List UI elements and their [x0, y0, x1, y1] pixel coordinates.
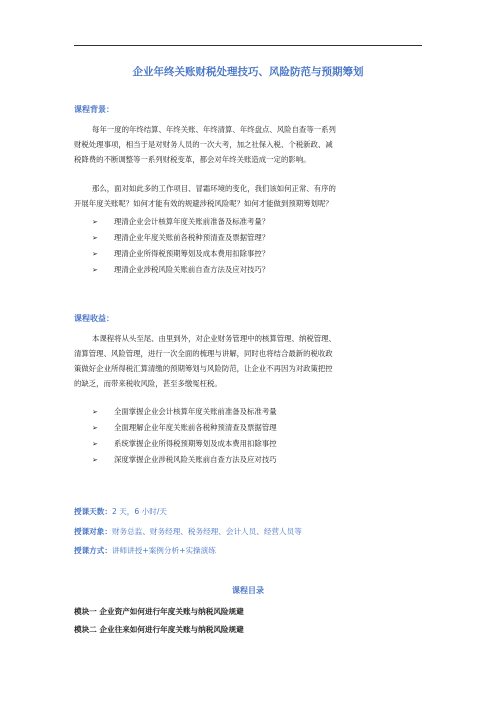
course-days-value: 2 天，6 小时/天	[111, 507, 167, 516]
list-item-text: 理清企业涉税风险关账前自查方法及应对技巧？	[114, 265, 270, 274]
paragraph-line: 每年一度的年终结算、年终关账、年终清算、年终盘点、风险自查等一系列	[92, 125, 336, 134]
arrow-bullet-icon: ➢	[92, 440, 98, 448]
course-audience-value: 财务总监、财务经理、税务经理、会计人员、经营人员等	[111, 527, 302, 536]
arrow-bullet-icon: ➢	[92, 218, 98, 226]
course-days-label: 授课天数：	[74, 507, 112, 516]
catalog-module-2: 模块二 企业往来如何进行年度关账与纳税风险规避	[74, 625, 244, 634]
background-paragraph-1	[74, 122, 424, 167]
header-rule	[74, 45, 422, 46]
benefits-heading: 课程收益：	[74, 314, 114, 323]
catalog-heading: 课程目录	[232, 586, 264, 595]
catalog-module-1: 模块一 企业资产如何进行年度关账与纳税风险规避	[74, 607, 244, 616]
arrow-bullet-icon: ➢	[92, 234, 98, 242]
arrow-bullet-icon: ➢	[92, 424, 98, 432]
list-item	[92, 420, 422, 436]
arrow-bullet-icon: ➢	[92, 456, 98, 464]
paragraph-line: 税降费的不断调整等一系列财税变革，都会对年终关账造成一定的影响。	[74, 155, 311, 164]
arrow-bullet-icon: ➢	[92, 266, 98, 274]
arrow-bullet-icon: ➢	[92, 250, 98, 258]
list-item	[92, 246, 422, 262]
background-paragraph-2	[74, 181, 424, 211]
list-item-text: 深度掌握企业涉税风险关账前自查方法及应对技巧	[114, 455, 277, 464]
course-audience	[74, 526, 302, 537]
course-audience-label: 授课对象：	[74, 527, 112, 536]
paragraph-line: 那么，面对如此多的工作项目、冒霜环境的变化，我们该如何正常、有序的	[92, 184, 336, 193]
list-item	[92, 452, 422, 468]
list-item	[92, 214, 422, 230]
document-title: 企业年终关账财税处理技巧、风险防范与预期筹划	[132, 66, 364, 78]
paragraph-line: 财税处理事项，相当于是对财务人员的一次大考，加之社保入税、个税新政、减	[74, 140, 333, 149]
list-item	[92, 436, 422, 452]
background-heading: 课程背景：	[74, 105, 114, 114]
list-item	[92, 404, 422, 420]
list-item-text: 全面理解企业年度关账前各税种预清查及票据管理	[114, 423, 277, 432]
paragraph-line: 的缺乏，而带来税收风险，甚至多缴冤枉税。	[74, 379, 222, 388]
list-item-text: 系统掌握企业所得税预期筹划及成本费用扣除事控	[114, 439, 277, 448]
course-method	[74, 545, 216, 556]
benefits-bullet-list	[92, 404, 422, 468]
course-method-label: 授课方式：	[74, 546, 112, 555]
paragraph-line: 开展年度关账呢？如何才能有效的规避涉税风险呢？如何才能做到预期筹划呢？	[74, 199, 333, 208]
arrow-bullet-icon: ➢	[92, 408, 98, 416]
paragraph-line: 清算管理、风险管理，进行一次全面的梳理与讲解，同时也将结合最新的税收政	[74, 349, 333, 358]
course-method-value: 讲师讲授+案例分析+实操演练	[111, 546, 216, 555]
paragraph-line: 策做好企业所得税汇算清缴的预期筹划与风险防范，让企业不再因为对政策把控	[74, 364, 333, 373]
list-item	[92, 262, 422, 278]
background-bullet-list	[92, 214, 422, 278]
list-item-text: 全面掌握企业会计核算年度关账前准备及标准考量	[114, 407, 277, 416]
course-days	[74, 506, 167, 517]
paragraph-line: 本课程将从头至尾、由里到外，对企业财务管理中的核算管理、纳税管理、	[92, 334, 336, 343]
list-item	[92, 230, 422, 246]
list-item-text: 理清企业年度关账前各税种预清查及票据管理？	[114, 233, 270, 242]
benefits-paragraph	[74, 331, 424, 391]
list-item-text: 理清企业所得税预期筹划及成本费用扣除事控？	[114, 249, 270, 258]
list-item-text: 理清企业会计核算年度关账前准备及标准考量？	[114, 217, 270, 226]
